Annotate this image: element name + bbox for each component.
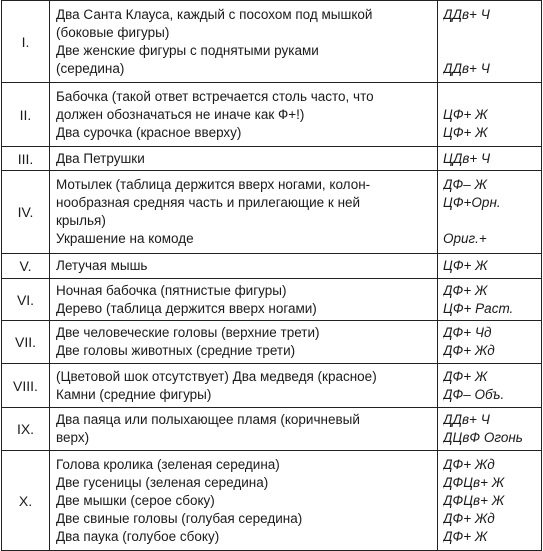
description-line: Две свиные головы (голубая середина) [56, 510, 303, 526]
scoring-code [438, 171, 542, 254]
scoring-code [438, 83, 542, 147]
code-line: ЦФ+ Раст. [443, 300, 514, 316]
interpretation-table [1, 0, 542, 551]
scoring-code [438, 147, 542, 171]
response-description [50, 147, 438, 171]
code-line: ЦФ+ Ж [443, 124, 488, 140]
description-line: Украшение на комоде [56, 231, 194, 246]
response-description [50, 1, 438, 83]
table-row [2, 451, 542, 551]
table-row [2, 279, 542, 321]
scoring-code [438, 321, 542, 364]
description-line: Две женские фигуры с поднятыми руками [56, 42, 319, 58]
response-description [50, 279, 438, 321]
code-line: ДФ+ Ж [443, 528, 488, 544]
description-line: Летучая мышь [56, 258, 148, 273]
card-number: III. [2, 147, 50, 171]
description-line: Мотылек (таблица держится вверх ногами, колон- [56, 177, 371, 192]
scoring-code [438, 408, 542, 451]
code-line: ДФЦв+ Ж [443, 474, 505, 490]
code-line: ДФ– Ж [443, 177, 487, 192]
description-line: Две мышки (серое сбоку) [56, 492, 215, 508]
table-row [2, 408, 542, 451]
table-row [2, 364, 542, 408]
code-line: ДДв+ Ч [443, 412, 490, 427]
table-row [2, 147, 542, 171]
description-line: (боковые фигуры) [56, 24, 170, 40]
code-line: ДФ– Объ. [443, 386, 505, 402]
code-line: ДФ+ Жд [443, 456, 495, 472]
description-line: Два Санта Клауса, каждый с посохом под мышкой [56, 6, 373, 22]
scoring-code [438, 364, 542, 408]
code-line: ЦДв+ Ч [443, 150, 491, 166]
scoring-code [438, 254, 542, 279]
code-line: ДФ+ Ж [443, 368, 488, 384]
card-number: I. [2, 1, 50, 83]
response-description [50, 83, 438, 147]
description-line: Две гусеницы (зеленая середина) [56, 474, 269, 490]
description-line: должен обозначаться не иначе как Ф+!) [56, 106, 305, 122]
description-line: Ночная бабочка (пятнистые фигуры) [56, 282, 287, 298]
table-row [2, 321, 542, 364]
response-description [50, 364, 438, 408]
table-row [2, 254, 542, 279]
code-line: ДФ+ Чд [443, 325, 492, 340]
description-line: (Цветовой шок отсутствует) Два медведя (красное) [56, 368, 377, 384]
response-description [50, 321, 438, 364]
card-number: X. [2, 451, 50, 551]
scoring-code [438, 279, 542, 321]
description-line: верх) [56, 430, 90, 445]
code-line: ДЦвФ Огонь [443, 430, 523, 445]
code-line: ДДв+ Ч [443, 60, 490, 76]
description-line: Два паяца или полыхающее пламя (коричневый [56, 412, 360, 427]
code-line: Ориг.+ [443, 231, 487, 246]
card-number: VI. [2, 279, 50, 321]
code-line: ЦФ+Орн. [443, 195, 501, 210]
description-line: крылья) [56, 213, 106, 228]
description-line: (середина) [56, 60, 125, 76]
description-line: Голова кролика (зеленая середина) [56, 456, 280, 472]
card-number: IX. [2, 408, 50, 451]
table-row [2, 83, 542, 147]
card-number: IV. [2, 171, 50, 254]
code-line: ЦФ+ Ж [443, 258, 488, 273]
description-line: нообразная средняя часть и прилегающие к ней [56, 195, 361, 210]
response-description [50, 451, 438, 551]
response-description [50, 171, 438, 254]
description-line: Дерево (таблица держится вверх ногами) [56, 300, 317, 316]
card-number: II. [2, 83, 50, 147]
response-description [50, 254, 438, 279]
description-line: Две человеческие головы (верхние трети) [56, 325, 320, 340]
card-number: VIII. [2, 364, 50, 408]
scoring-code [438, 451, 542, 551]
description-line: Две головы животных (средние трети) [56, 343, 296, 358]
description-line: Камни (средние фигуры) [56, 386, 212, 402]
card-number: VII. [2, 321, 50, 364]
code-line: ЦФ+ Ж [443, 106, 488, 122]
code-line: ДФ+ Жд [443, 510, 495, 526]
description-line: Два сурочка (красное вверху) [56, 124, 242, 140]
code-line: ДДв+ Ч [443, 6, 490, 22]
card-number: V. [2, 254, 50, 279]
code-line: ДФ+ Жд [443, 343, 495, 358]
code-line: ДФЦв+ Ж [443, 492, 505, 508]
code-line: ДФ+ Ж [443, 282, 488, 298]
table-row [2, 171, 542, 254]
response-description [50, 408, 438, 451]
description-line: Два паука (голубое сбоку) [56, 528, 220, 544]
scoring-code [438, 1, 542, 83]
description-line: Бабочка (такой ответ встречается столь часто, что [56, 88, 374, 104]
description-line: Два Петрушки [56, 150, 145, 166]
table-row [2, 1, 542, 83]
